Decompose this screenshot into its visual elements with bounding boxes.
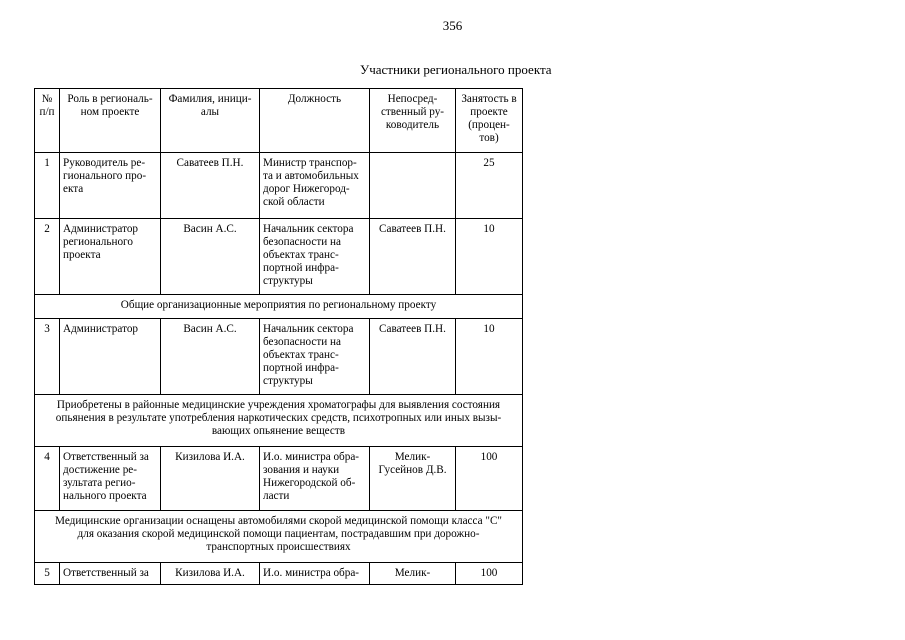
section-row: [35, 395, 523, 447]
row-position: И.о. министра обра-: [260, 563, 370, 585]
row-employment: 25: [456, 153, 523, 219]
row-employment: 10: [456, 219, 523, 295]
row-num: 5: [35, 563, 60, 585]
header-employment: Занятость в проекте (процен- тов): [456, 89, 523, 153]
row-employment: 100: [456, 563, 523, 585]
row-supervisor: Мелик- Гусейнов Д.В.: [370, 447, 456, 511]
page-number: 356: [442, 18, 463, 33]
header-num: № п/п: [35, 89, 60, 153]
section-heading: Медицинские организации оснащены автомобилями скорой медицинской помощи класса "С" для оказания скорой медицинской помощи пациентам, пострадавшим при дорожно- транспортных происшествиях: [35, 511, 523, 563]
row-position: Начальник сектора безопасности на объектах транс- портной инфра- структуры: [260, 219, 370, 295]
participants-table: [34, 88, 523, 585]
header-name: Фамилия, иници- алы: [161, 89, 260, 153]
row-role: Администратор регионального проекта: [60, 219, 161, 295]
row-num: 4: [35, 447, 60, 511]
table-row: [35, 153, 523, 219]
row-employment: 100: [456, 447, 523, 511]
section-heading: Общие организационные мероприятия по региональному проекту: [35, 295, 523, 319]
row-position: И.о. министра обра- зования и науки Нижегородской об- ласти: [260, 447, 370, 511]
table-title: Участники регионального проекта: [360, 62, 552, 77]
table-row: [35, 563, 523, 585]
row-supervisor: Мелик-: [370, 563, 456, 585]
header-position: Должность: [260, 89, 370, 153]
section-row: [35, 511, 523, 563]
row-num: 1: [35, 153, 60, 219]
row-num: 2: [35, 219, 60, 295]
row-num: 3: [35, 319, 60, 395]
row-name: Саватеев П.Н.: [161, 153, 260, 219]
table-row: [35, 219, 523, 295]
row-name: Васин А.С.: [161, 319, 260, 395]
row-employment: 10: [456, 319, 523, 395]
row-supervisor: [370, 153, 456, 219]
row-name: Кизилова И.А.: [161, 563, 260, 585]
section-heading: Приобретены в районные медицинские учреждения хроматографы для выявления состояния опьянения в результате употребления наркотических средств, психотропных или иных вызы- вающих опьянение веществ: [35, 395, 523, 447]
row-name: Кизилова И.А.: [161, 447, 260, 511]
header-supervisor: Непосред- ственный ру- ководитель: [370, 89, 456, 153]
header-role: Роль в региональ- ном проекте: [60, 89, 161, 153]
table-row: [35, 319, 523, 395]
row-role: Ответственный за достижение ре- зультата регио- нального проекта: [60, 447, 161, 511]
table-header-row: [35, 89, 523, 153]
section-row: [35, 295, 523, 319]
row-supervisor: Саватеев П.Н.: [370, 219, 456, 295]
row-position: Министр транспор- та и автомобильных дорог Нижегород- ской области: [260, 153, 370, 219]
row-role: Ответственный за: [60, 563, 161, 585]
table-row: [35, 447, 523, 511]
row-role: Администратор: [60, 319, 161, 395]
row-position: Начальник сектора безопасности на объектах транс- портной инфра- структуры: [260, 319, 370, 395]
row-supervisor: Саватеев П.Н.: [370, 319, 456, 395]
row-name: Васин А.С.: [161, 219, 260, 295]
row-role: Руководитель ре- гионального про- екта: [60, 153, 161, 219]
